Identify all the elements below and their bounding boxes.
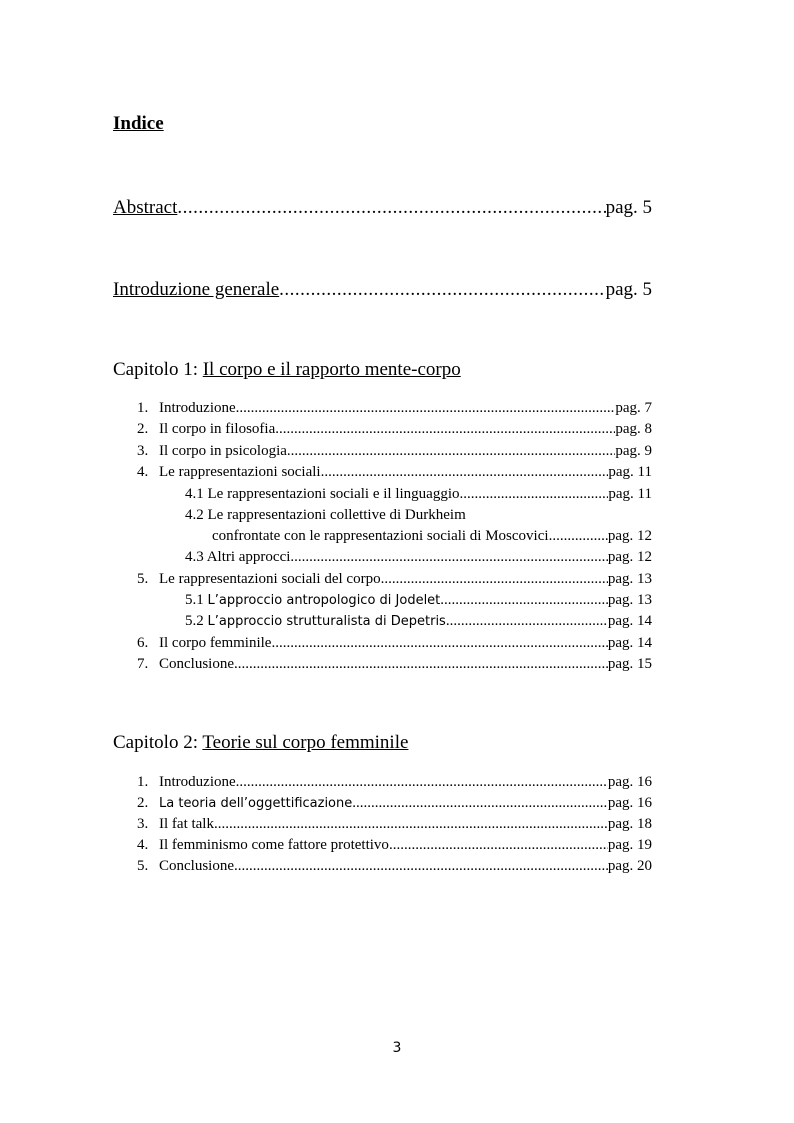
item-number: 1. [137,774,149,790]
item-label: Le rappresentazioni collettive di Durkheim [207,507,466,523]
toc-item[interactable] [137,633,652,653]
item-page: pag. 11 [608,486,652,502]
toc-item[interactable] [137,441,652,461]
toc-subitem[interactable] [185,547,652,567]
toc-leader [236,772,608,792]
toc-item[interactable] [137,793,652,814]
item-page: pag. 20 [607,858,652,874]
item-label: Il femminismo come fattore protettivo [159,837,389,853]
item-number: 3. [137,816,149,832]
page-number: 3 [392,1040,402,1056]
toc-subitem[interactable] [185,590,652,611]
toc-entry-abstract[interactable] [113,196,652,220]
item-label: Le rappresentazioni sociali e il linguaggio [207,486,460,502]
toc-subitem[interactable] [185,484,652,504]
item-label: Altri approcci [206,549,291,565]
item-label: Conclusione [159,858,234,874]
item-number: 2. [137,421,149,437]
toc-leader [549,526,608,546]
toc-leader [389,835,608,855]
item-number: 5. [137,571,149,587]
item-label: confrontate con le rappresentazioni sociali di Moscovici [212,528,549,544]
toc-entry-intro[interactable] [113,278,652,302]
item-label: Il corpo in psicologia [159,443,287,459]
item-number: 5.2 [185,613,204,629]
item-page: pag. 13 [607,592,652,608]
item-page: pag. 12 [607,549,652,565]
item-number: 4.2 [185,507,204,523]
item-number: 6. [137,635,149,651]
item-number: 4. [137,837,149,853]
toc-item[interactable] [137,419,652,439]
item-page: pag. 7 [615,400,652,416]
item-label: L’approccio antropologico di Jodelet [207,593,441,608]
toc-leader [275,419,615,439]
item-page: pag. 18 [607,816,652,832]
toc-subitem[interactable] [185,611,652,632]
chapter-2-heading [113,731,408,755]
toc-leader [271,633,607,653]
toc-label[interactable]: Abstract [113,197,178,218]
toc-item[interactable] [137,856,652,876]
toc-label[interactable]: Introduzione generale [113,279,280,300]
item-page: pag. 14 [607,613,652,629]
item-label: Il corpo in filosofia [159,421,276,437]
item-number: 2. [137,795,149,811]
toc-subitem[interactable] [185,505,466,525]
chapter-title[interactable]: Teorie sul corpo femminile [202,732,409,753]
toc-leader [321,462,609,482]
toc-item[interactable] [137,772,652,792]
toc-item[interactable] [137,654,652,674]
toc-item[interactable] [137,835,652,855]
item-page: pag. 16 [607,795,652,811]
item-label: Introduzione [159,774,236,790]
item-page: pag. 11 [608,464,652,480]
item-label: Il fat talk [159,816,214,832]
toc-leader [234,654,608,674]
item-label: L’approccio strutturalista di Depetris [207,614,446,629]
toc-item[interactable] [137,462,652,482]
item-number: 4.3 [185,549,204,565]
item-page: pag. 9 [615,443,652,459]
toc-leader [214,814,608,834]
item-page: pag. 16 [607,774,652,790]
item-page: pag. 19 [607,837,652,853]
item-label: Le rappresentazioni sociali del corpo [159,571,381,587]
toc-item[interactable] [137,814,652,834]
item-number: 4. [137,464,149,480]
toc-leader [236,398,616,418]
chapter-prefix: Capitolo 2: [113,732,203,753]
toc-leader [290,547,607,567]
item-page: pag. 12 [607,528,652,544]
item-label: Conclusione [159,656,234,672]
toc-leader [234,856,608,876]
toc-leader [460,484,609,504]
item-label: Le rappresentazioni sociali [159,464,321,480]
item-number: 7. [137,656,149,672]
toc-leader [279,278,605,302]
item-number: 5.1 [185,592,204,608]
toc-leader [381,569,608,589]
item-number: 1. [137,400,149,416]
item-page: pag. 8 [615,421,652,437]
page-title: Indice [113,113,164,134]
chapter-prefix: Capitolo 1: [113,359,203,380]
toc-page: pag. 5 [605,279,652,300]
toc-leader [287,441,615,461]
item-number: 4.1 [185,486,204,502]
toc-item[interactable] [137,398,652,418]
item-page: pag. 15 [607,656,652,672]
item-page: pag. 13 [607,571,652,587]
toc-item[interactable] [137,569,652,589]
toc-subitem-continuation[interactable] [212,526,652,546]
toc-leader [446,611,608,631]
item-label: Introduzione [159,400,236,416]
toc-page: pag. 5 [605,197,652,218]
item-page: pag. 14 [607,635,652,651]
item-label: Il corpo femminile [159,635,272,651]
item-number: 3. [137,443,149,459]
toc-leader [177,196,605,220]
item-label: La teoria dell’oggettificazione [159,796,353,811]
item-number: 5. [137,858,149,874]
toc-leader [440,590,608,610]
chapter-1-heading [113,358,461,382]
toc-leader [352,793,608,813]
chapter-title[interactable]: Il corpo e il rapporto mente-corpo [202,359,461,380]
